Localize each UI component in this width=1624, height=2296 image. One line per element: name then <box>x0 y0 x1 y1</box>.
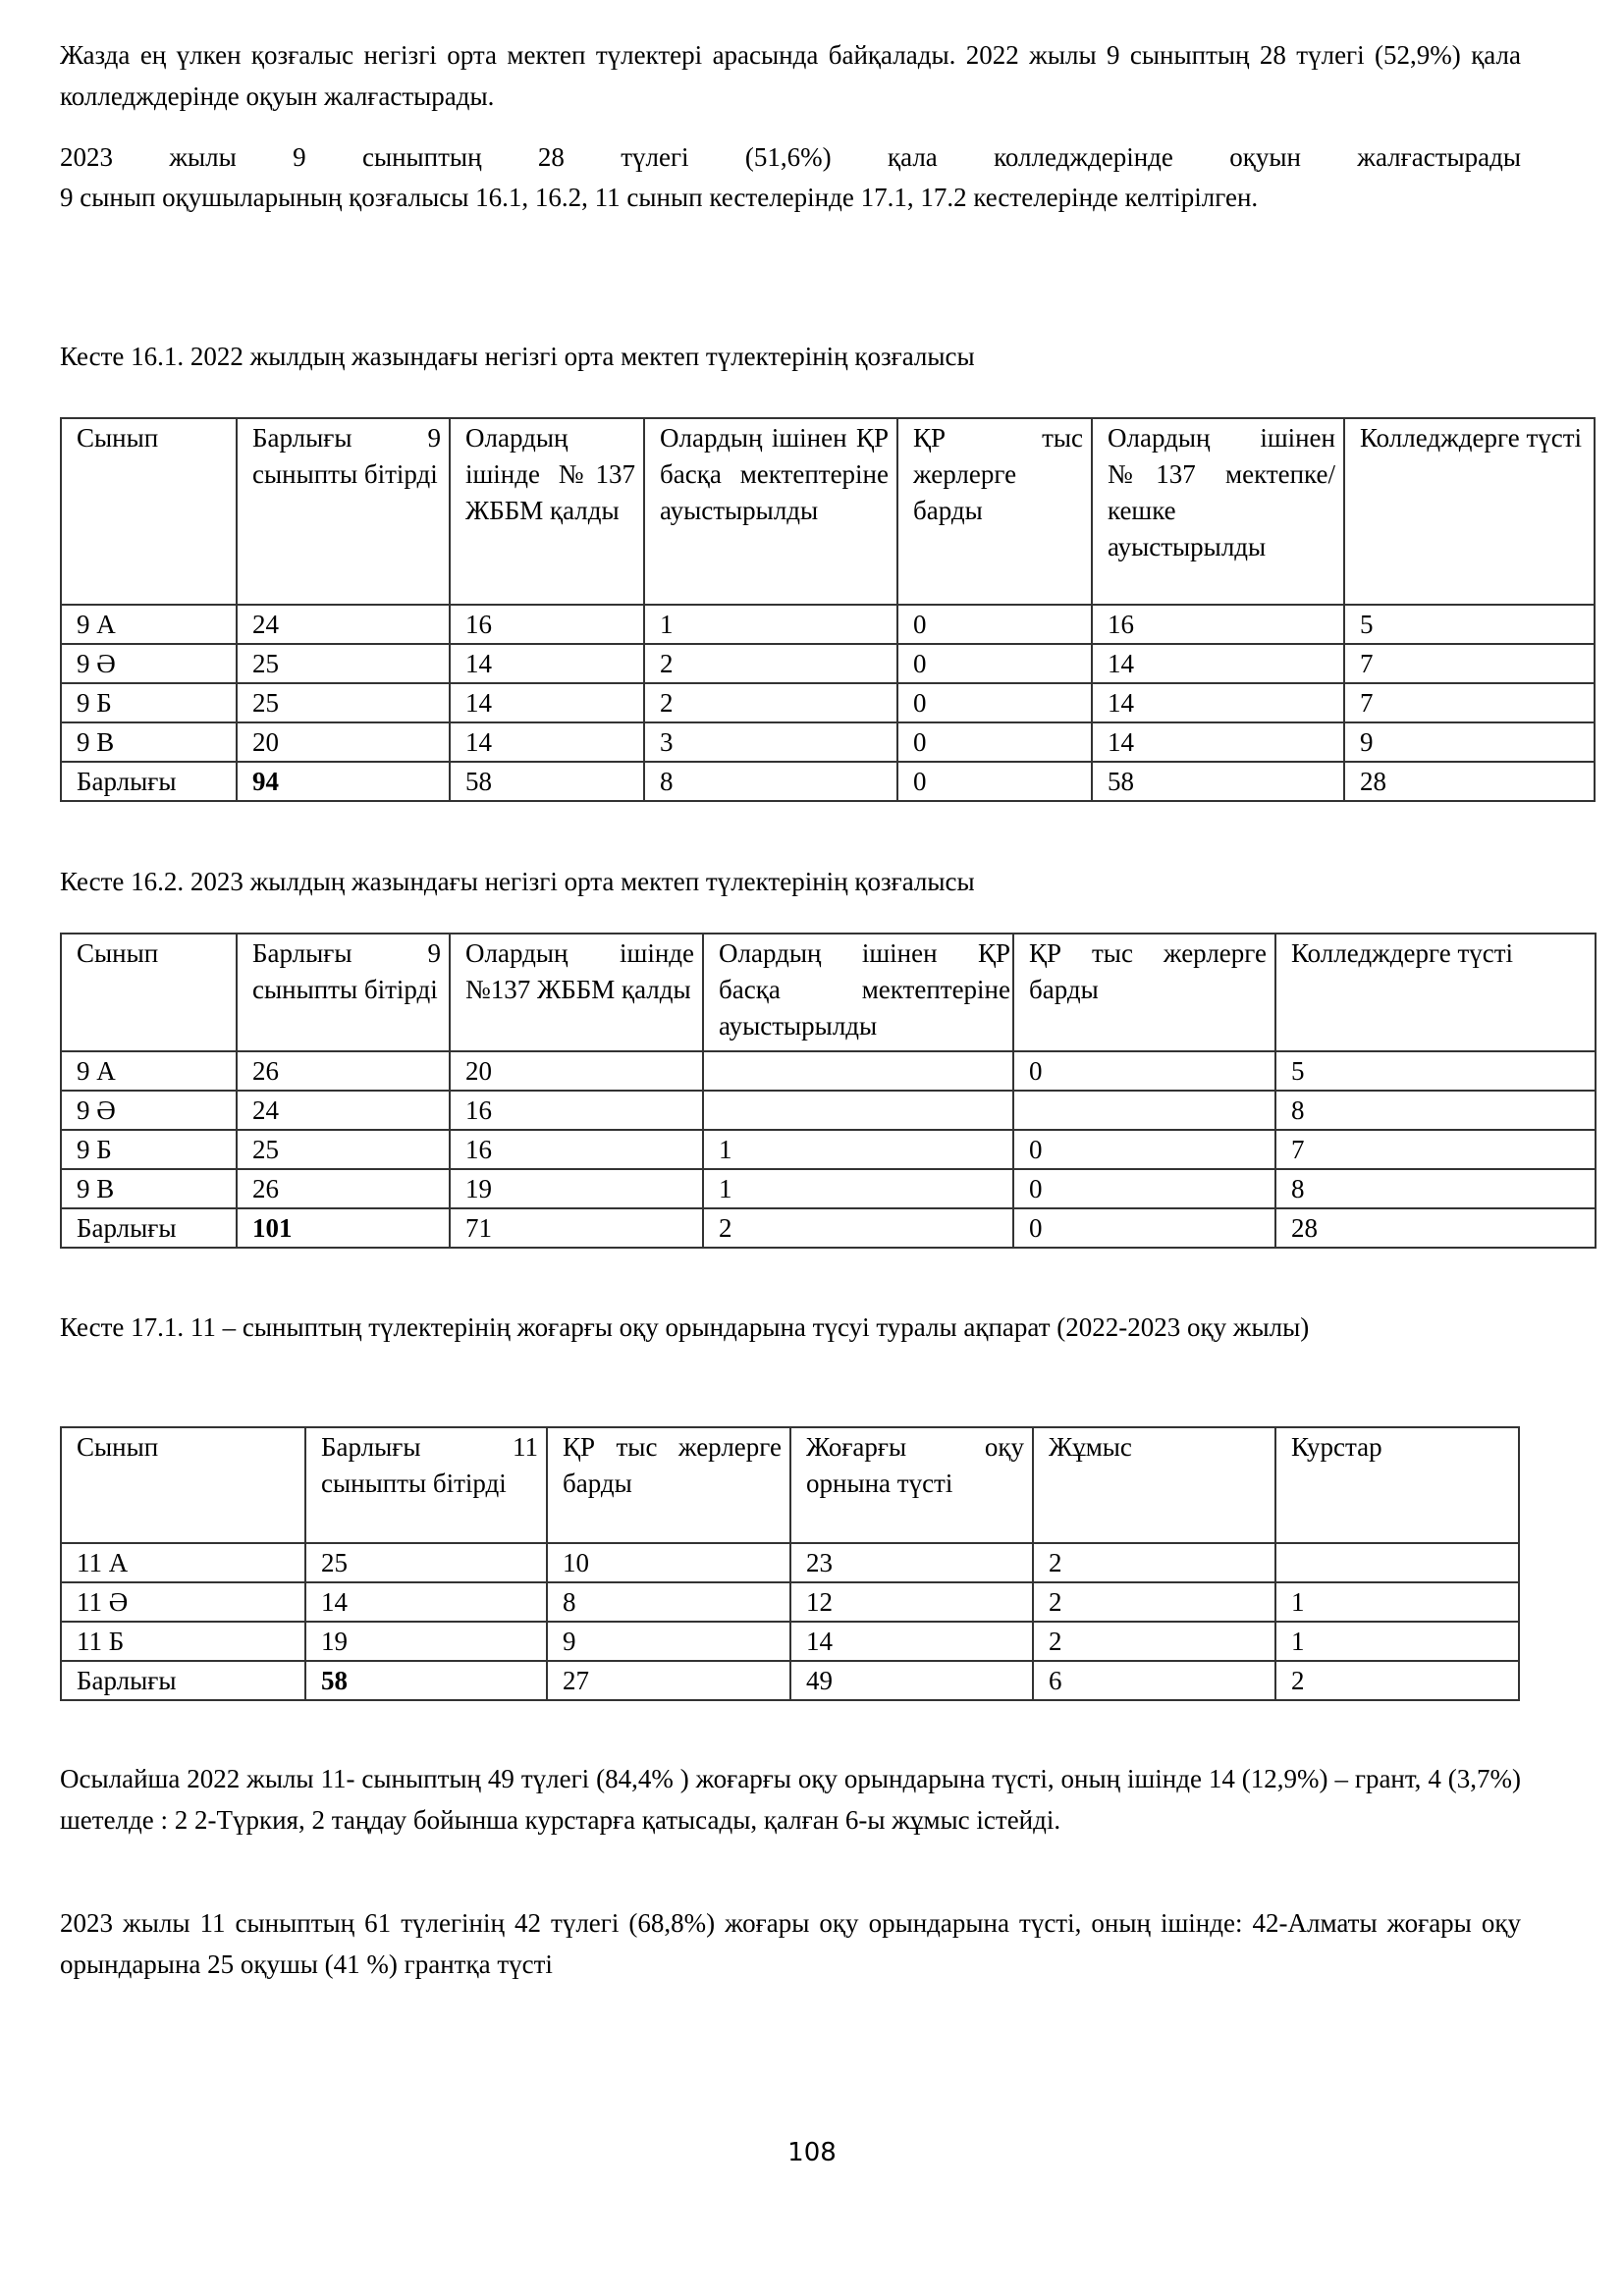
cell: 14 <box>1092 683 1344 722</box>
cell: 49 <box>790 1661 1033 1700</box>
cell: 1 <box>703 1130 1013 1169</box>
cell: 1 <box>644 605 897 644</box>
cell: 14 <box>305 1582 547 1622</box>
header-cell: Сынып <box>61 418 237 605</box>
cell: 9 <box>547 1622 790 1661</box>
cell: 58 <box>450 762 644 801</box>
header-cell: ҚР тыс жерлерге барды <box>1013 934 1275 1051</box>
table-header-row <box>61 1427 1519 1543</box>
cell: 0 <box>1013 1130 1275 1169</box>
table-17-1 <box>60 1426 1520 1701</box>
table-row <box>61 1169 1596 1208</box>
cell: 11 Ә <box>61 1582 305 1622</box>
table-header-row <box>61 934 1596 1051</box>
cell: 101 <box>237 1208 450 1248</box>
header-cell: Барлығы 11 сыныпты бітірді <box>305 1427 547 1543</box>
table-total-row <box>61 1208 1596 1248</box>
cell: 25 <box>237 683 450 722</box>
table-row <box>61 1051 1596 1091</box>
cell: Барлығы <box>61 1208 237 1248</box>
page-number: 108 <box>787 2138 837 2167</box>
cell: 2 <box>644 644 897 683</box>
table-row <box>61 605 1595 644</box>
cell: 1 <box>703 1169 1013 1208</box>
table-row <box>61 1582 1519 1622</box>
cell: 24 <box>237 605 450 644</box>
cell: Барлығы <box>61 762 237 801</box>
cell: 9 А <box>61 1051 237 1091</box>
cell <box>1013 1091 1275 1130</box>
cell: 9 В <box>61 1169 237 1208</box>
cell: 2 <box>644 683 897 722</box>
cell: 23 <box>790 1543 1033 1582</box>
header-cell: Жұмыс <box>1033 1427 1275 1543</box>
cell: 25 <box>237 644 450 683</box>
cell: 0 <box>897 762 1092 801</box>
cell: 71 <box>450 1208 703 1248</box>
cell: 12 <box>790 1582 1033 1622</box>
cell: 24 <box>237 1091 450 1130</box>
cell: 26 <box>237 1051 450 1091</box>
cell: 8 <box>547 1582 790 1622</box>
header-cell: Жоғарғы оқу орнына түсті <box>790 1427 1033 1543</box>
cell: 26 <box>237 1169 450 1208</box>
cell: 14 <box>1092 644 1344 683</box>
cell: 0 <box>1013 1208 1275 1248</box>
cell: 9 Б <box>61 683 237 722</box>
cell: 14 <box>1092 722 1344 762</box>
cell: Барлығы <box>61 1661 305 1700</box>
header-cell: Сынып <box>61 1427 305 1543</box>
table-16-2 <box>60 933 1597 1249</box>
header-cell: Олардың ішінен ҚР басқа мектептеріне ауыстырылды <box>644 418 897 605</box>
cell: 1 <box>1275 1622 1519 1661</box>
cell: 0 <box>897 644 1092 683</box>
cell: 5 <box>1344 605 1595 644</box>
cell: 7 <box>1344 644 1595 683</box>
cell: 11 А <box>61 1543 305 1582</box>
header-cell: Колледждерге түсті <box>1344 418 1595 605</box>
header-cell: ҚР тыс жерлерге барды <box>897 418 1092 605</box>
table-row <box>61 1091 1596 1130</box>
cell: 11 Б <box>61 1622 305 1661</box>
table-row <box>61 722 1595 762</box>
cell: 58 <box>1092 762 1344 801</box>
table-17-1-caption: Кесте 17.1. 11 – сыныптың түлектерінің жоғарғы оқу орындарына түсуі туралы ақпарат (2022-2023 оқу жылы) <box>60 1312 1310 1342</box>
intro-paragraph-1: Жазда ең үлкен қозғалыс негізгі орта мектеп түлектері арасында байқалады. 2022 жылы 9 сыныптың 28 түлегі (52,9%) қала колледждерінде оқуын жалғастырады. <box>60 40 1521 111</box>
cell: 7 <box>1275 1130 1596 1169</box>
cell: 0 <box>897 683 1092 722</box>
cell: 3 <box>644 722 897 762</box>
cell: 2 <box>1033 1543 1275 1582</box>
cell: 16 <box>1092 605 1344 644</box>
cell: 14 <box>790 1622 1033 1661</box>
cell: 14 <box>450 683 644 722</box>
table-total-row <box>61 1661 1519 1700</box>
table-row <box>61 644 1595 683</box>
cell: 0 <box>1013 1051 1275 1091</box>
cell: 9 А <box>61 605 237 644</box>
header-cell: Олардың ішінде №137 ЖББМ қалды <box>450 934 703 1051</box>
header-cell: Курстар <box>1275 1427 1519 1543</box>
intro-paragraph-2-line1: 2023 жылы 9 сыныптың 28 түлегі (51,6%) қала колледждерінде оқуын жалғастырады <box>60 142 1521 172</box>
cell <box>1275 1543 1519 1582</box>
table-row <box>61 1622 1519 1661</box>
header-cell: Барлығы 9 сыныпты бітірді <box>237 418 450 605</box>
cell: 2 <box>1033 1622 1275 1661</box>
header-cell: Колледждерге түсті <box>1275 934 1596 1051</box>
summary-2022-paragraph: Осылайша 2022 жылы 11- сыныптың 49 түлегі (84,4% ) жоғарғы оқу орындарына түсті, оның ішінде 14 (12,9%) – грант, 4 (3,7%) шетелде : 2 2-Түркия, 2 таңдау бойынша курстарға қатысады, қалған 6-ы жұмыс істейді. <box>60 1764 1521 1835</box>
cell: 9 Ә <box>61 1091 237 1130</box>
header-cell: Олардың ішінен №137 мектепке/кешке ауыстырылды <box>1092 418 1344 605</box>
table-row <box>61 1543 1519 1582</box>
summary-2023-paragraph: 2023 жылы 11 сыныптың 61 түлегінің 42 түлегі (68,8%) жоғары оқу орындарына түсті, оның ішінде: 42-Алматы жоғары оқу орындарына 25 оқушы (41 %) грантқа түсті <box>60 1908 1521 1979</box>
cell: 9 <box>1344 722 1595 762</box>
cell: 5 <box>1275 1051 1596 1091</box>
cell: 1 <box>1275 1582 1519 1622</box>
cell <box>703 1051 1013 1091</box>
cell: 25 <box>305 1543 547 1582</box>
cell: 27 <box>547 1661 790 1700</box>
cell: 10 <box>547 1543 790 1582</box>
table-total-row <box>61 762 1595 801</box>
header-cell: Олардың ішінде №137 ЖББМ қалды <box>450 418 644 605</box>
table-row <box>61 1130 1596 1169</box>
cell: 2 <box>1033 1582 1275 1622</box>
cell: 9 Б <box>61 1130 237 1169</box>
cell: 20 <box>450 1051 703 1091</box>
cell: 14 <box>450 644 644 683</box>
cell <box>703 1091 1013 1130</box>
cell: 28 <box>1275 1208 1596 1248</box>
cell: 8 <box>1275 1091 1596 1130</box>
cell: 0 <box>897 722 1092 762</box>
cell: 25 <box>237 1130 450 1169</box>
cell: 16 <box>450 1091 703 1130</box>
header-cell: ҚР тыс жерлерге барды <box>547 1427 790 1543</box>
cell: 2 <box>703 1208 1013 1248</box>
cell: 0 <box>897 605 1092 644</box>
cell: 8 <box>644 762 897 801</box>
cell: 19 <box>305 1622 547 1661</box>
table-16-1 <box>60 417 1596 802</box>
table-header-row <box>61 418 1595 605</box>
header-cell: Олардың ішінен ҚР басқа мектептеріне ауыстырылды <box>703 934 1013 1051</box>
header-cell: Сынып <box>61 934 237 1051</box>
cell: 7 <box>1344 683 1595 722</box>
cell: 9 Ә <box>61 644 237 683</box>
header-cell: Барлығы 9 сыныпты бітірді <box>237 934 450 1051</box>
intro-paragraph-2: 9 сынып оқушыларының қозғалысы 16.1, 16.2, 11 сынып кестелерінде 17.1, 17.2 кестелерінде келтірілген. <box>60 183 1259 212</box>
cell: 14 <box>450 722 644 762</box>
cell: 9 В <box>61 722 237 762</box>
cell: 6 <box>1033 1661 1275 1700</box>
cell: 58 <box>305 1661 547 1700</box>
cell: 16 <box>450 1130 703 1169</box>
cell: 20 <box>237 722 450 762</box>
cell: 28 <box>1344 762 1595 801</box>
cell: 8 <box>1275 1169 1596 1208</box>
cell: 94 <box>237 762 450 801</box>
cell: 0 <box>1013 1169 1275 1208</box>
cell: 2 <box>1275 1661 1519 1700</box>
cell: 16 <box>450 605 644 644</box>
table-16-2-caption: Кесте 16.2. 2023 жылдың жазындағы негізгі орта мектеп түлектерінің қозғалысы <box>60 867 975 896</box>
table-row <box>61 683 1595 722</box>
cell: 19 <box>450 1169 703 1208</box>
table-16-1-caption: Кесте 16.1. 2022 жылдың жазындағы негізгі орта мектеп түлектерінің қозғалысы <box>60 342 975 371</box>
